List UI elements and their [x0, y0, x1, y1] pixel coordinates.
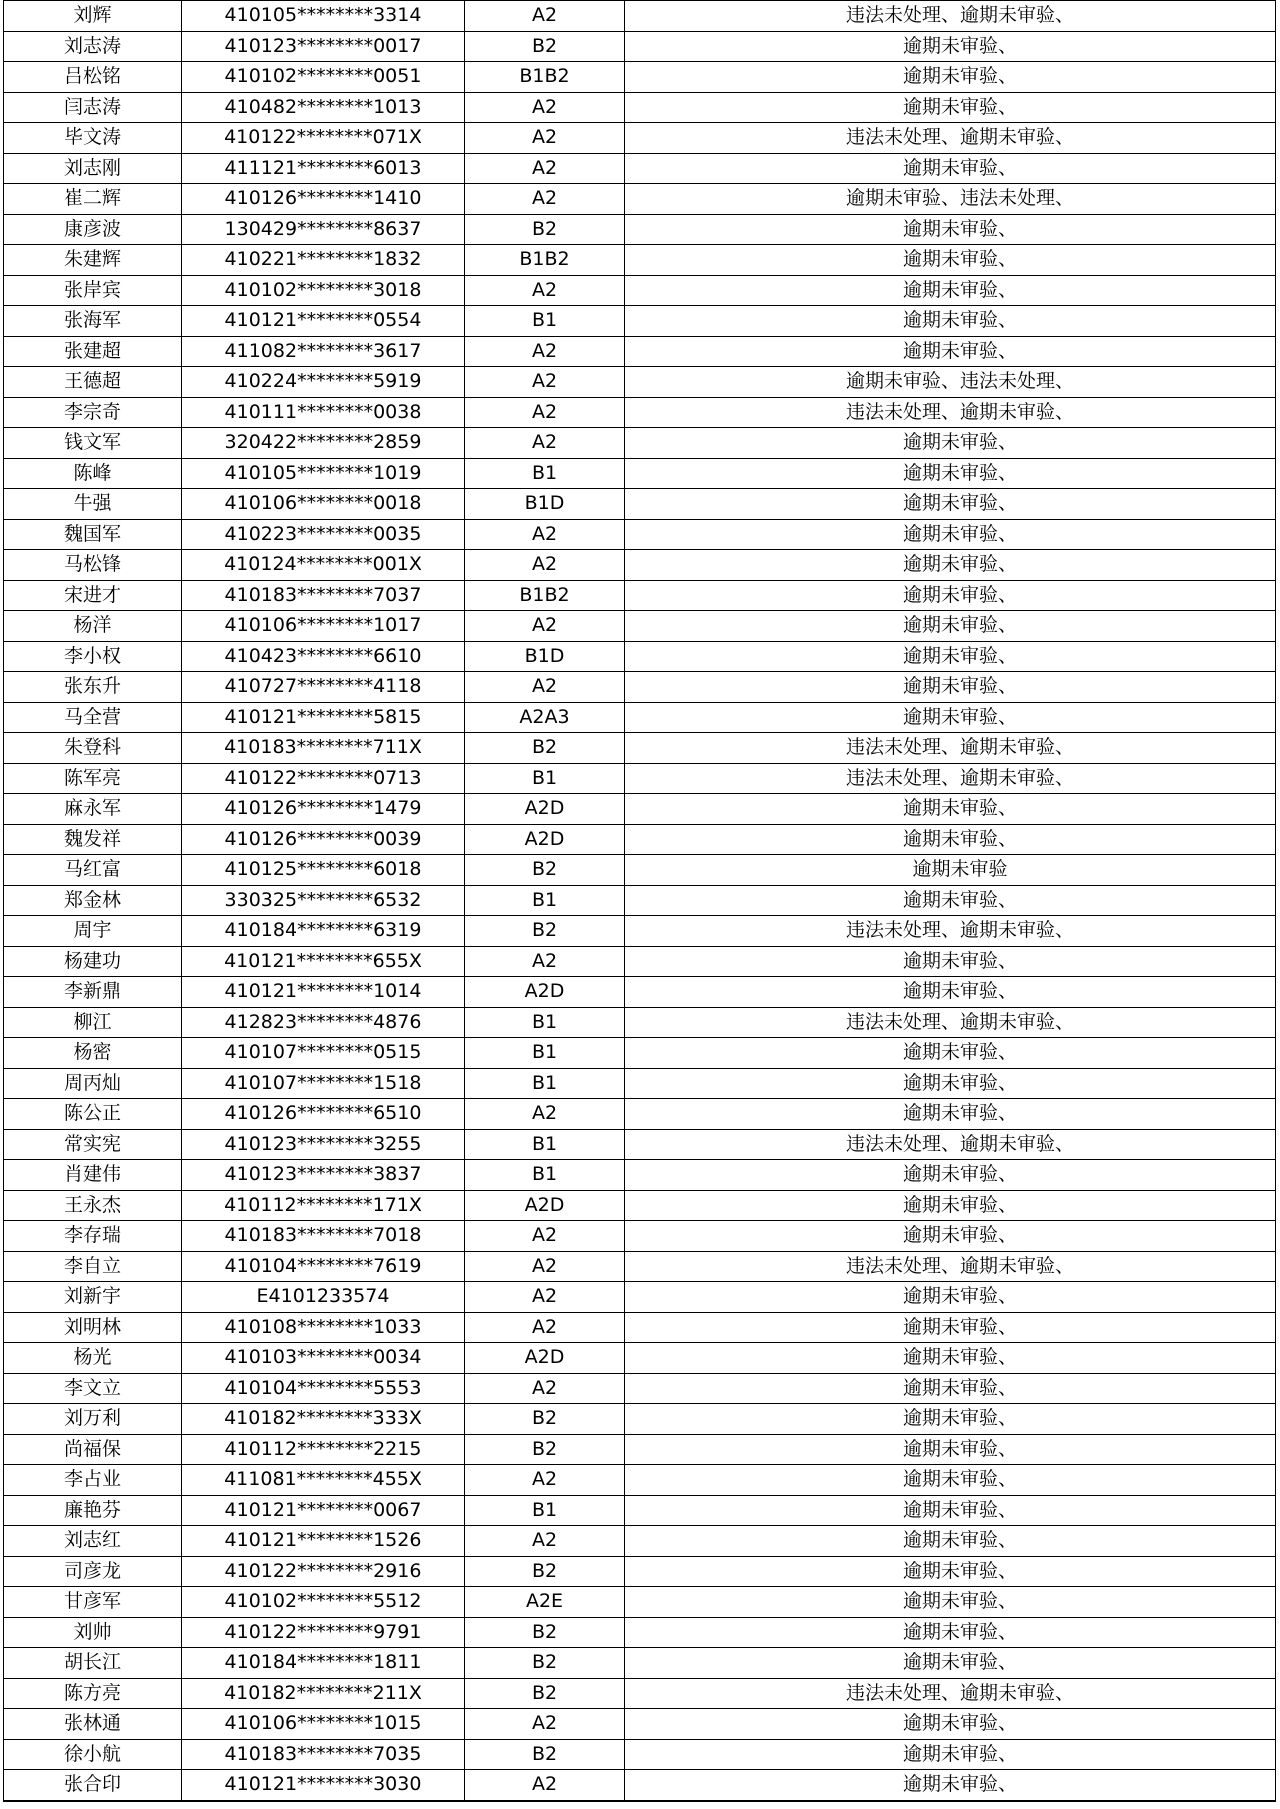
cell-license-class: B1 — [465, 763, 625, 794]
cell-status: 违法未处理、逾期未审验、 — [625, 1007, 1276, 1038]
cell-id-number: 410122********2916 — [182, 1556, 465, 1587]
table-row — [4, 1099, 1276, 1130]
cell-id-number: 410112********171X — [182, 1190, 465, 1221]
cell-id-number: 330325********6532 — [182, 885, 465, 916]
cell-license-class: A2E — [465, 1587, 625, 1618]
cell-id-number: 410104********7619 — [182, 1251, 465, 1282]
cell-status: 逾期未审验、 — [625, 306, 1276, 337]
cell-license-class: A2 — [465, 1312, 625, 1343]
table-row — [4, 1, 1276, 32]
cell-license-class: A2D — [465, 1343, 625, 1374]
table-row — [4, 1678, 1276, 1709]
cell-id-number: 410102********3018 — [182, 275, 465, 306]
cell-status: 逾期未审验、 — [625, 1770, 1276, 1801]
cell-license-class: B2 — [465, 916, 625, 947]
cell-name: 马全营 — [4, 702, 182, 733]
cell-name: 司彦龙 — [4, 1556, 182, 1587]
table-row — [4, 1770, 1276, 1801]
cell-status: 逾期未审验、 — [625, 153, 1276, 184]
table-row — [4, 1495, 1276, 1526]
cell-status: 逾期未审验、 — [625, 428, 1276, 459]
table-row — [4, 1221, 1276, 1252]
table-row — [4, 1556, 1276, 1587]
cell-status: 违法未处理、逾期未审验、 — [625, 763, 1276, 794]
cell-status: 逾期未审验、 — [625, 1038, 1276, 1069]
cell-status: 逾期未审验、 — [625, 519, 1276, 550]
cell-id-number: 410123********0017 — [182, 31, 465, 62]
cell-license-class: B1 — [465, 1038, 625, 1069]
cell-name: 刘志涛 — [4, 31, 182, 62]
cell-license-class: A2 — [465, 519, 625, 550]
table-row — [4, 946, 1276, 977]
table-row — [4, 245, 1276, 276]
cell-license-class: A2 — [465, 1373, 625, 1404]
cell-status: 逾期未审验、 — [625, 1373, 1276, 1404]
table-row — [4, 1709, 1276, 1740]
cell-license-class: B1B2 — [465, 580, 625, 611]
table-row — [4, 123, 1276, 154]
cell-id-number: 410221********1832 — [182, 245, 465, 276]
table-row — [4, 214, 1276, 245]
cell-status: 逾期未审验、 — [625, 1648, 1276, 1679]
cell-license-class: A2 — [465, 1465, 625, 1496]
cell-name: 柳江 — [4, 1007, 182, 1038]
cell-status: 逾期未审验、 — [625, 824, 1276, 855]
cell-status: 逾期未审验、 — [625, 1190, 1276, 1221]
cell-id-number: 410183********7035 — [182, 1739, 465, 1770]
cell-id-number: 411082********3617 — [182, 336, 465, 367]
cell-status: 逾期未审验、 — [625, 1526, 1276, 1557]
cell-name: 周丙灿 — [4, 1068, 182, 1099]
cell-name: 甘彦军 — [4, 1587, 182, 1618]
cell-name: 杨密 — [4, 1038, 182, 1069]
cell-status: 逾期未审验、 — [625, 1556, 1276, 1587]
cell-name: 李新鼎 — [4, 977, 182, 1008]
table-row — [4, 397, 1276, 428]
cell-status: 逾期未审验、 — [625, 92, 1276, 123]
cell-id-number: 410223********0035 — [182, 519, 465, 550]
cell-name: 李文立 — [4, 1373, 182, 1404]
cell-name: 张海军 — [4, 306, 182, 337]
cell-name: 张建超 — [4, 336, 182, 367]
cell-id-number: 410184********6319 — [182, 916, 465, 947]
cell-license-class: B2 — [465, 31, 625, 62]
cell-id-number: 410126********1410 — [182, 184, 465, 215]
cell-id-number: 410121********0554 — [182, 306, 465, 337]
cell-license-class: A2 — [465, 367, 625, 398]
cell-name: 朱建辉 — [4, 245, 182, 276]
cell-license-class: A2 — [465, 1282, 625, 1313]
cell-id-number: 410182********333X — [182, 1404, 465, 1435]
table-row — [4, 92, 1276, 123]
table-row — [4, 1373, 1276, 1404]
cell-license-class: A2 — [465, 1, 625, 32]
cell-license-class: A2D — [465, 794, 625, 825]
cell-status: 逾期未审验、 — [625, 885, 1276, 916]
cell-id-number: 410106********0018 — [182, 489, 465, 520]
cell-license-class: B1 — [465, 1160, 625, 1191]
cell-status: 逾期未审验、 — [625, 245, 1276, 276]
cell-name: 杨光 — [4, 1343, 182, 1374]
cell-license-class: B2 — [465, 1556, 625, 1587]
cell-license-class: B2 — [465, 855, 625, 886]
cell-license-class: B2 — [465, 1678, 625, 1709]
cell-license-class: A2 — [465, 1099, 625, 1130]
table-row — [4, 1617, 1276, 1648]
table-row — [4, 1312, 1276, 1343]
cell-id-number: 410123********3255 — [182, 1129, 465, 1160]
table-row — [4, 885, 1276, 916]
cell-name: 张林通 — [4, 1709, 182, 1740]
cell-id-number: 410182********211X — [182, 1678, 465, 1709]
table-row — [4, 824, 1276, 855]
table-row — [4, 153, 1276, 184]
cell-status: 逾期未审验、 — [625, 31, 1276, 62]
cell-license-class: A2 — [465, 275, 625, 306]
cell-status: 逾期未审验、 — [625, 1404, 1276, 1435]
table-row — [4, 184, 1276, 215]
cell-status: 逾期未审验、违法未处理、 — [625, 184, 1276, 215]
table-row — [4, 1739, 1276, 1770]
cell-status: 逾期未审验、 — [625, 1343, 1276, 1374]
cell-status: 违法未处理、逾期未审验、 — [625, 1678, 1276, 1709]
cell-id-number: 410184********1811 — [182, 1648, 465, 1679]
cell-name: 陈峰 — [4, 458, 182, 489]
cell-license-class: B1B2 — [465, 245, 625, 276]
table-row — [4, 733, 1276, 764]
table-row — [4, 1251, 1276, 1282]
table-row — [4, 1160, 1276, 1191]
cell-name: 刘新宇 — [4, 1282, 182, 1313]
cell-id-number: 410102********0051 — [182, 62, 465, 93]
cell-license-class: A2 — [465, 1526, 625, 1557]
cell-name: 李小权 — [4, 641, 182, 672]
table-row — [4, 1129, 1276, 1160]
cell-license-class: A2 — [465, 946, 625, 977]
cell-id-number: 410102********5512 — [182, 1587, 465, 1618]
cell-name: 钱文军 — [4, 428, 182, 459]
cell-name: 崔二辉 — [4, 184, 182, 215]
cell-name: 闫志涛 — [4, 92, 182, 123]
cell-name: 周宇 — [4, 916, 182, 947]
cell-name: 康彦波 — [4, 214, 182, 245]
cell-status: 逾期未审验、违法未处理、 — [625, 367, 1276, 398]
cell-license-class: B1 — [465, 885, 625, 916]
cell-name: 张东升 — [4, 672, 182, 703]
table-row — [4, 519, 1276, 550]
cell-name: 魏发祥 — [4, 824, 182, 855]
table-row — [4, 550, 1276, 581]
cell-name: 刘志刚 — [4, 153, 182, 184]
cell-license-class: B1D — [465, 641, 625, 672]
cell-status: 逾期未审验、 — [625, 1312, 1276, 1343]
cell-status: 逾期未审验、 — [625, 1739, 1276, 1770]
cell-license-class: A2 — [465, 397, 625, 428]
cell-id-number: 410122********9791 — [182, 1617, 465, 1648]
table-row — [4, 31, 1276, 62]
table-row — [4, 458, 1276, 489]
cell-name: 牛强 — [4, 489, 182, 520]
cell-id-number: 410125********6018 — [182, 855, 465, 886]
cell-id-number: 410121********0067 — [182, 1495, 465, 1526]
cell-id-number: 410121********1526 — [182, 1526, 465, 1557]
cell-name: 刘帅 — [4, 1617, 182, 1648]
cell-name: 马松锋 — [4, 550, 182, 581]
table-row — [4, 306, 1276, 337]
cell-id-number: 410126********1479 — [182, 794, 465, 825]
cell-license-class: A2D — [465, 1190, 625, 1221]
cell-status: 逾期未审验、 — [625, 702, 1276, 733]
cell-status: 违法未处理、逾期未审验、 — [625, 1129, 1276, 1160]
cell-license-class: B1 — [465, 1007, 625, 1038]
cell-license-class: B2 — [465, 1434, 625, 1465]
cell-status: 逾期未审验、 — [625, 672, 1276, 703]
cell-status: 逾期未审验、 — [625, 1587, 1276, 1618]
cell-license-class: B1 — [465, 458, 625, 489]
cell-id-number: 410111********0038 — [182, 397, 465, 428]
cell-id-number: 410106********1017 — [182, 611, 465, 642]
cell-id-number: 410121********1014 — [182, 977, 465, 1008]
cell-name: 刘万利 — [4, 1404, 182, 1435]
cell-license-class: B1B2 — [465, 62, 625, 93]
cell-id-number: 410121********3030 — [182, 1770, 465, 1801]
cell-name: 张岸宾 — [4, 275, 182, 306]
cell-license-class: B2 — [465, 1404, 625, 1435]
table-row — [4, 641, 1276, 672]
cell-status: 违法未处理、逾期未审验、 — [625, 1, 1276, 32]
cell-id-number: 410126********0039 — [182, 824, 465, 855]
cell-status: 违法未处理、逾期未审验、 — [625, 123, 1276, 154]
table-row — [4, 1587, 1276, 1618]
cell-id-number: 410183********7018 — [182, 1221, 465, 1252]
cell-name: 胡长江 — [4, 1648, 182, 1679]
cell-name: 王永杰 — [4, 1190, 182, 1221]
cell-status: 逾期未审验、 — [625, 336, 1276, 367]
cell-license-class: A2 — [465, 550, 625, 581]
cell-name: 郑金林 — [4, 885, 182, 916]
cell-status: 逾期未审验、 — [625, 1495, 1276, 1526]
cell-name: 王德超 — [4, 367, 182, 398]
cell-license-class: B2 — [465, 1617, 625, 1648]
cell-name: 吕松铭 — [4, 62, 182, 93]
cell-status: 逾期未审验、 — [625, 641, 1276, 672]
cell-id-number: 410106********1015 — [182, 1709, 465, 1740]
table-row — [4, 1190, 1276, 1221]
table-row — [4, 702, 1276, 733]
cell-license-class: B2 — [465, 1739, 625, 1770]
cell-license-class: B2 — [465, 214, 625, 245]
cell-license-class: A2A3 — [465, 702, 625, 733]
cell-status: 逾期未审验、 — [625, 489, 1276, 520]
table-row — [4, 1648, 1276, 1679]
cell-name: 刘辉 — [4, 1, 182, 32]
cell-id-number: 410107********1518 — [182, 1068, 465, 1099]
cell-name: 尚福保 — [4, 1434, 182, 1465]
table-row — [4, 1465, 1276, 1496]
cell-status: 逾期未审验、 — [625, 1465, 1276, 1496]
cell-name: 马红富 — [4, 855, 182, 886]
cell-license-class: A2 — [465, 1221, 625, 1252]
cell-license-class: A2D — [465, 824, 625, 855]
cell-status: 逾期未审验、 — [625, 977, 1276, 1008]
cell-name: 李存瑞 — [4, 1221, 182, 1252]
cell-id-number: 410112********2215 — [182, 1434, 465, 1465]
cell-license-class: A2 — [465, 184, 625, 215]
cell-license-class: A2D — [465, 977, 625, 1008]
cell-name: 朱登科 — [4, 733, 182, 764]
table-row — [4, 1343, 1276, 1374]
cell-name: 杨建功 — [4, 946, 182, 977]
cell-id-number: 410108********1033 — [182, 1312, 465, 1343]
cell-license-class: A2 — [465, 428, 625, 459]
table-row — [4, 428, 1276, 459]
cell-license-class: A2 — [465, 611, 625, 642]
cell-name: 麻永军 — [4, 794, 182, 825]
cell-license-class: B1D — [465, 489, 625, 520]
cell-license-class: B1 — [465, 1495, 625, 1526]
cell-license-class: A2 — [465, 336, 625, 367]
table-row — [4, 489, 1276, 520]
table-row — [4, 62, 1276, 93]
cell-id-number: 410126********6510 — [182, 1099, 465, 1130]
table-row — [4, 977, 1276, 1008]
cell-name: 廉艳芬 — [4, 1495, 182, 1526]
cell-id-number: 411121********6013 — [182, 153, 465, 184]
cell-id-number: 410224********5919 — [182, 367, 465, 398]
cell-id-number: 410107********0515 — [182, 1038, 465, 1069]
cell-name: 刘明林 — [4, 1312, 182, 1343]
table-row — [4, 1434, 1276, 1465]
cell-status: 逾期未审验、 — [625, 611, 1276, 642]
cell-license-class: B1 — [465, 306, 625, 337]
table-row — [4, 1038, 1276, 1069]
cell-status: 逾期未审验、 — [625, 458, 1276, 489]
table-row — [4, 1404, 1276, 1435]
cell-name: 毕文涛 — [4, 123, 182, 154]
cell-status: 违法未处理、逾期未审验、 — [625, 397, 1276, 428]
cell-license-class: B2 — [465, 733, 625, 764]
cell-id-number: 410122********071X — [182, 123, 465, 154]
table-row — [4, 275, 1276, 306]
cell-id-number: 130429********8637 — [182, 214, 465, 245]
cell-id-number: E4101233574 — [182, 1282, 465, 1313]
cell-id-number: 410121********5815 — [182, 702, 465, 733]
cell-name: 宋进才 — [4, 580, 182, 611]
cell-status: 逾期未审验、 — [625, 62, 1276, 93]
cell-status: 逾期未审验、 — [625, 550, 1276, 581]
table-row — [4, 763, 1276, 794]
cell-status: 逾期未审验、 — [625, 1709, 1276, 1740]
cell-id-number: 410727********4118 — [182, 672, 465, 703]
cell-name: 陈公正 — [4, 1099, 182, 1130]
cell-status: 逾期未审验、 — [625, 1160, 1276, 1191]
cell-name: 李自立 — [4, 1251, 182, 1282]
table-row — [4, 794, 1276, 825]
cell-status: 逾期未审验、 — [625, 580, 1276, 611]
table-row — [4, 916, 1276, 947]
cell-id-number: 410105********3314 — [182, 1, 465, 32]
table-row — [4, 336, 1276, 367]
cell-license-class: B1 — [465, 1129, 625, 1160]
cell-status: 逾期未审验、 — [625, 1617, 1276, 1648]
cell-name: 徐小航 — [4, 1739, 182, 1770]
cell-status: 逾期未审验、 — [625, 794, 1276, 825]
cell-license-class: B1 — [465, 1068, 625, 1099]
cell-name: 魏国军 — [4, 519, 182, 550]
cell-name: 杨洋 — [4, 611, 182, 642]
cell-name: 李宗奇 — [4, 397, 182, 428]
cell-status: 逾期未审验、 — [625, 1099, 1276, 1130]
cell-id-number: 410183********7037 — [182, 580, 465, 611]
cell-id-number: 410104********5553 — [182, 1373, 465, 1404]
cell-status: 逾期未审验、 — [625, 275, 1276, 306]
cell-status: 逾期未审验、 — [625, 946, 1276, 977]
cell-name: 常实宪 — [4, 1129, 182, 1160]
table-row — [4, 1068, 1276, 1099]
cell-name: 陈方亮 — [4, 1678, 182, 1709]
cell-license-class: B2 — [465, 1648, 625, 1679]
cell-license-class: A2 — [465, 1251, 625, 1282]
cell-status: 逾期未审验 — [625, 855, 1276, 886]
table-row — [4, 672, 1276, 703]
cell-id-number: 410183********711X — [182, 733, 465, 764]
table-body — [4, 1, 1276, 1801]
cell-status: 逾期未审验、 — [625, 1282, 1276, 1313]
cell-id-number: 411081********455X — [182, 1465, 465, 1496]
driver-record-table — [3, 0, 1276, 1802]
cell-license-class: A2 — [465, 1709, 625, 1740]
table-row — [4, 855, 1276, 886]
cell-status: 违法未处理、逾期未审验、 — [625, 1251, 1276, 1282]
cell-name: 陈军亮 — [4, 763, 182, 794]
cell-id-number: 410122********0713 — [182, 763, 465, 794]
cell-id-number: 410124********001X — [182, 550, 465, 581]
cell-license-class: A2 — [465, 672, 625, 703]
table-row — [4, 580, 1276, 611]
cell-id-number: 410105********1019 — [182, 458, 465, 489]
cell-license-class: A2 — [465, 123, 625, 154]
cell-name: 张合印 — [4, 1770, 182, 1801]
cell-license-class: A2 — [465, 153, 625, 184]
cell-id-number: 412823********4876 — [182, 1007, 465, 1038]
cell-id-number: 410103********0034 — [182, 1343, 465, 1374]
cell-name: 肖建伟 — [4, 1160, 182, 1191]
cell-id-number: 410123********3837 — [182, 1160, 465, 1191]
cell-status: 逾期未审验、 — [625, 1068, 1276, 1099]
cell-status: 违法未处理、逾期未审验、 — [625, 916, 1276, 947]
cell-license-class: A2 — [465, 92, 625, 123]
cell-status: 逾期未审验、 — [625, 1221, 1276, 1252]
cell-status: 违法未处理、逾期未审验、 — [625, 733, 1276, 764]
cell-name: 刘志红 — [4, 1526, 182, 1557]
cell-id-number: 410423********6610 — [182, 641, 465, 672]
cell-id-number: 320422********2859 — [182, 428, 465, 459]
cell-id-number: 410482********1013 — [182, 92, 465, 123]
table-row — [4, 1007, 1276, 1038]
table-row — [4, 611, 1276, 642]
table-row — [4, 367, 1276, 398]
cell-status: 逾期未审验、 — [625, 1434, 1276, 1465]
cell-status: 逾期未审验、 — [625, 214, 1276, 245]
cell-id-number: 410121********655X — [182, 946, 465, 977]
cell-license-class: A2 — [465, 1770, 625, 1801]
table-row — [4, 1282, 1276, 1313]
cell-name: 李占业 — [4, 1465, 182, 1496]
table-row — [4, 1526, 1276, 1557]
